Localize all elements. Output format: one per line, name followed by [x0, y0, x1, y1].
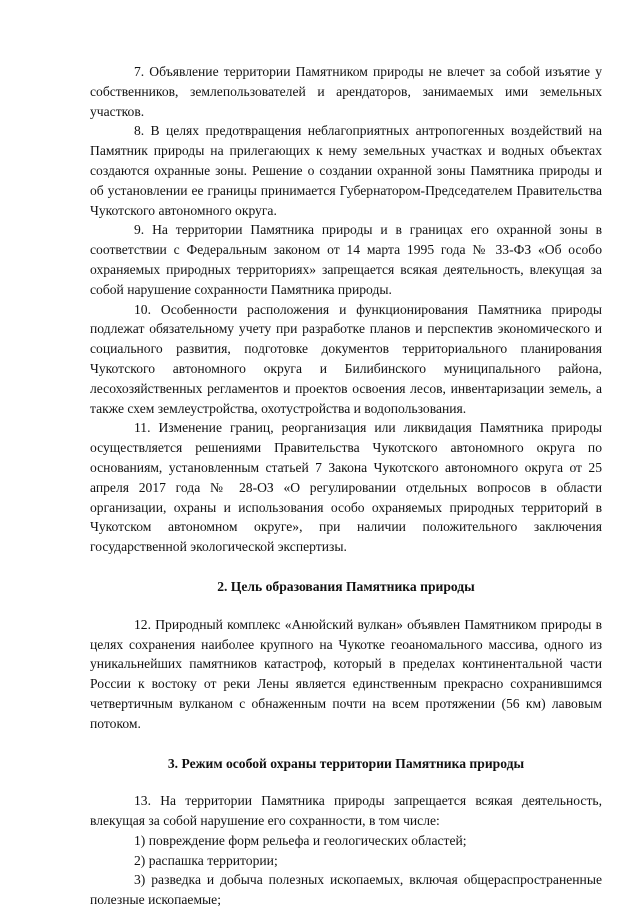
paragraph-13: 13. На территории Памятника природы запрещается всякая деятельность, влекущая за собой нарушение его сохранности, в том числе:	[90, 793, 602, 829]
paragraph-12: 12. Природный комплекс «Анюйский вулкан» объявлен Памятником природы в целях сохранения наиболее крупного на Чукотке геоаномального массива, одного из уникальнейших памятников катастроф, который в пределах континентальной части России к востоку от реки Лены является единственным прекрасно сохранившимся четвертичным вулканом с обнаженным почти на всем протяжении (56 км) лавовым потоком.	[90, 616, 602, 731]
list-item: 1) повреждение форм рельефа и геологических областей;	[134, 832, 467, 848]
paragraph-11: 11. Изменение границ, реорганизация или ликвидация Памятника природы осуществляется решениями Правительства Чукотского автономного округа по основаниям, установленным статьей 7 Закона Чукотского автономного округа от 25 апреля 2017 года № 28-ОЗ «О регулировании отдельных вопросов в области организации, охраны и использования особо охраняемых природных территорий в Чукотском автономном округе», при наличии положительного заключения государственной экологической экспертизы.	[90, 420, 602, 555]
paragraph-8: 8. В целях предотвращения неблагоприятных антропогенных воздействий на Памятник природы на прилегающих к нему земельных участках и водных объектах создаются охранные зоны. Решение о создании охранной зоны Памятника природы и об установлении ее границы принимается Губернатором-Председателем Правительства Чукотского автономного округа.	[90, 123, 602, 218]
paragraph-9: 9. На территории Памятника природы и в границах его охранной зоны в соответствии с Федеральным законом от 14 марта 1995 года № 33-ФЗ «Об особо охраняемых природных территориях» запрещается всякая деятельность, влекущая за собой нарушение сохранности Памятника природы.	[90, 222, 602, 297]
list-item: 2) распашка территории;	[134, 852, 278, 868]
section-3-heading: 3. Режим особой охраны территории Памятника природы	[167, 755, 525, 771]
paragraph-10: 10. Особенности расположения и функционирования Памятника природы подлежат обязательному учету при разработке планов и перспектив экономического и социального развития, подготовке документов территориального планирования Чукотского автономного округа и Билибинского муниципального района, лесохозяйственных регламентов и проектов освоения лесов, инвентаризации земель, а также схем землеустройства, охотустройства и водопользования.	[90, 301, 602, 416]
list-item: 3) разведка и добыча полезных ископаемых, включая общераспространенные полезные ископаемые;	[90, 872, 602, 908]
section-2-heading: 2. Цель образования Памятника природы	[217, 578, 475, 594]
document-page	[90, 62, 602, 910]
paragraph-7: 7. Объявление территории Памятником природы не влечет за собой изъятие у собственников, землепользователей и арендаторов, занимаемых ими земельных участков.	[90, 64, 602, 119]
